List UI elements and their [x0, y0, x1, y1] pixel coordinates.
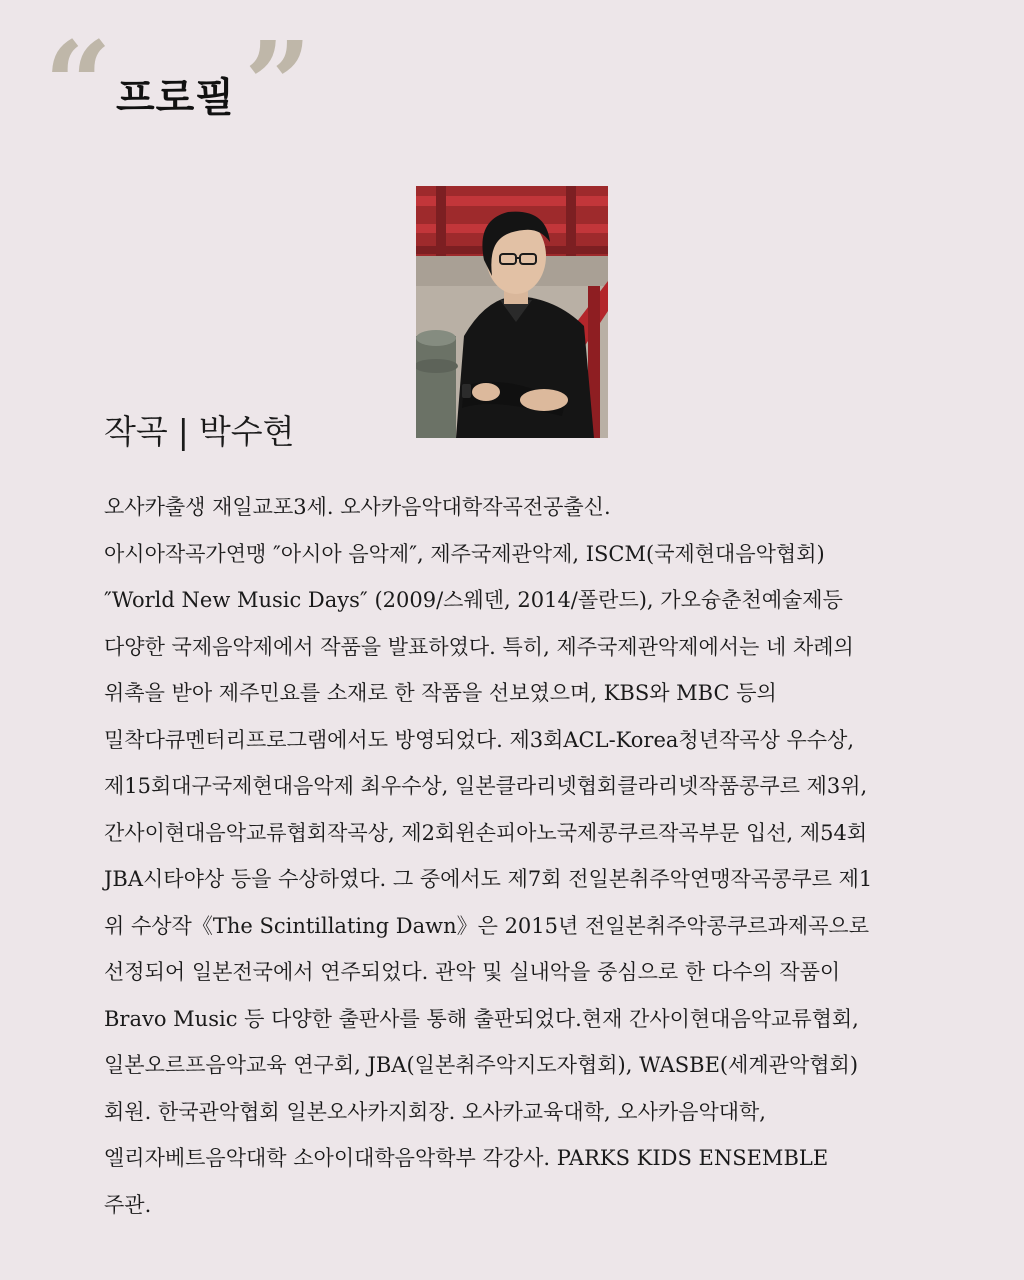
role-and-name	[104, 406, 295, 453]
composer-name: 박수현	[198, 412, 295, 451]
bio-line: Bravo Music 등 다양한 출판사를 통해 출판되었다.현재 간사이현대음악교류협회,	[104, 1006, 859, 1031]
bio-line: 위 수상작《The Scintillating Dawn》은 2015년 전일본취주악콩쿠르과제곡으로	[104, 913, 869, 938]
open-quote-mark: “	[44, 15, 112, 154]
page-title: 프로필	[116, 75, 235, 121]
bio-line: 오사카출생 재일교포3세. 오사카음악대학작곡전공출신.	[104, 495, 611, 519]
bio-line: 아시아작곡가연맹 ″아시아 음악제″, 제주국제관악제, ISCM(국제현대음악협회)	[104, 541, 825, 566]
close-quote-mark: ”	[244, 15, 312, 154]
bio-line: 엘리자베트음악대학 소아이대학음악학부 각강사. PARKS KIDS ENSEMBLE	[104, 1146, 829, 1170]
bio-line: 밀착다큐멘터리프로그램에서도 방영되었다. 제3회ACL-Korea청년작곡상 우수상,	[104, 727, 855, 752]
profile-heading	[44, 15, 344, 154]
bio-line: 간사이현대음악교류협회작곡상, 제2회윈손피아노국제콩쿠르작곡부문 입선, 제54회	[104, 820, 868, 845]
bio-line: 주관.	[104, 1192, 152, 1217]
role-separator: |	[177, 412, 189, 451]
composer-photo	[416, 186, 608, 438]
bio-line: 다양한 국제음악제에서 작품을 발표하였다. 특히, 제주국제관악제에서는 네 차례의	[104, 634, 854, 659]
composer-portrait-image	[416, 186, 608, 438]
bio-line: 일본오르프음악교육 연구회, JBA(일본취주악지도자협회), WASBE(세계관악협회)	[104, 1053, 859, 1077]
bio-line: JBA시타야상 등을 수상하였다. 그 중에서도 제7회 전일본취주악연맹작곡콩쿠르 제1	[104, 867, 873, 891]
bio-line: 선정되어 일본전국에서 연주되었다. 관악 및 실내악을 중심으로 한 다수의 작품이	[104, 960, 841, 984]
biography-text	[104, 484, 984, 1228]
bio-line: 제15회대구국제현대음악제 최우수상, 일본클라리넷협회클라리넷작품콩쿠르 제3위,	[104, 774, 868, 798]
role-label: 작곡	[104, 412, 168, 451]
bio-line: 회원. 한국관악협회 일본오사카지회장. 오사카교육대학, 오사카음악대학,	[104, 1099, 766, 1124]
bio-line: 위촉을 받아 제주민요를 소재로 한 작품을 선보였으며, KBS와 MBC 등의	[104, 681, 777, 705]
bio-line: ″World New Music Days″ (2009/스웨덴, 2014/폴란드), 가오슝춘천예술제등	[104, 588, 843, 612]
